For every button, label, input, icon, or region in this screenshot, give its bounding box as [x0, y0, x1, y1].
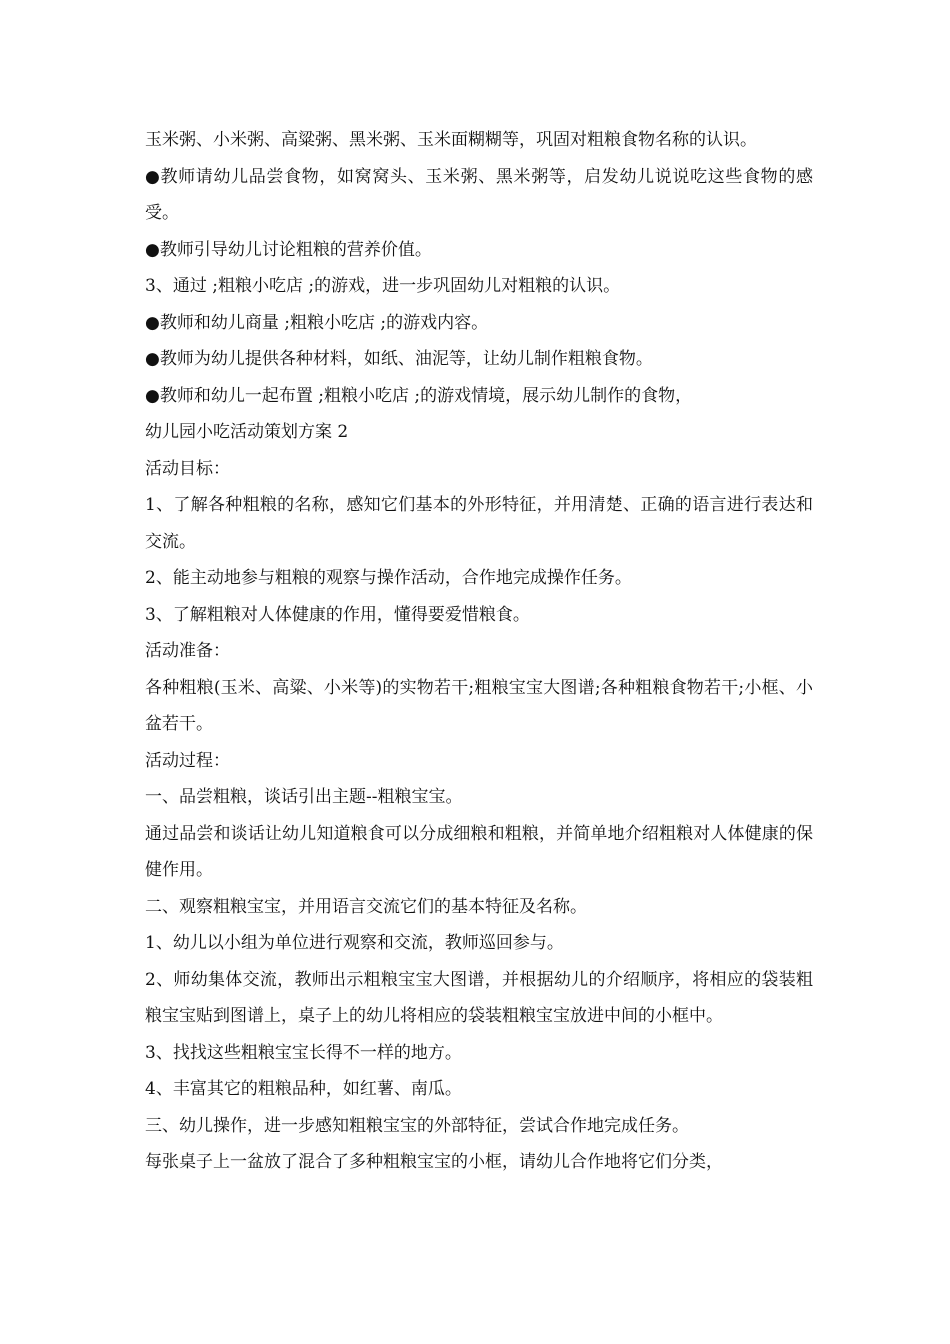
paragraph-materials: ●教师为幼儿提供各种材料，如纸、油泥等，让幼儿制作粗粮食物。 — [145, 349, 653, 369]
goal-item-3: 3、了解粗粮对人体健康的作用，懂得要爱惜粮食。 — [145, 604, 530, 625]
heading-activity-preparation: 活动准备： — [145, 641, 230, 661]
goal-item-1: 1、了解各种粗粮的名称，感知它们基本的外形特征，并用清楚、正确的语言进行表达和交流。 — [145, 495, 813, 552]
document-body — [145, 122, 813, 1181]
paragraph-step-3-game: 3、通过 ;粗粮小吃店 ;的游戏，进一步巩固幼儿对粗粮的认识。 — [145, 276, 621, 296]
paragraph-taste-food: ●教师请幼儿品尝食物，如窝窝头、玉米粥、黑米粥等，启发幼儿说说吃这些食物的感受。 — [145, 166, 813, 223]
heading-activity-process: 活动过程： — [145, 750, 230, 771]
process-step-2-item-1: 1、幼儿以小组为单位进行观察和交流，教师巡回参与。 — [145, 933, 564, 953]
paragraph-game-content: ●教师和幼儿商量 ;粗粮小吃店 ;的游戏内容。 — [145, 312, 489, 333]
heading-activity-goals: 活动目标： — [145, 458, 230, 479]
paragraph-game-setup: ●教师和幼儿一起布置 ;粗粮小吃店 ;的游戏情境，展示幼儿制作的食物， — [145, 385, 693, 406]
process-step-3-detail: 每张桌子上一盆放了混合了多种粗粮宝宝的小框，请幼儿合作地将它们分类， — [145, 1152, 723, 1172]
preparation-materials: 各种粗粮(玉米、高粱、小米等)的实物若干;粗粮宝宝大图谱;各种粗粮食物若干;小框、小盆若干。 — [145, 677, 813, 734]
process-step-2-item-2: 2、师幼集体交流，教师出示粗粮宝宝大图谱，并根据幼儿的介绍顺序，将相应的袋装粗粮宝宝贴到图谱上，桌子上的幼儿将相应的袋装粗粮宝宝放进中间的小框中。 — [145, 969, 813, 1026]
process-step-3-title: 三、幼儿操作，进一步感知粗粮宝宝的外部特征，尝试合作地完成任务。 — [145, 1115, 689, 1136]
process-step-1-detail: 通过品尝和谈话让幼儿知道粮食可以分成细粮和粗粮，并简单地介绍粗粮对人体健康的保健作用。 — [145, 823, 813, 880]
process-step-2-item-4: 4、丰富其它的粗粮品种，如红薯、南瓜。 — [145, 1079, 462, 1099]
process-step-1-title: 一、品尝粗粮，谈话引出主题--粗粮宝宝。 — [145, 787, 463, 807]
process-step-2-title: 二、观察粗粮宝宝，并用语言交流它们的基本特征及名称。 — [145, 896, 587, 917]
process-step-2-item-3: 3、找找这些粗粮宝宝长得不一样的地方。 — [145, 1042, 462, 1063]
section-title-plan-2: 幼儿园小吃活动策划方案 2 — [145, 422, 349, 442]
goal-item-2: 2、能主动地参与粗粮的观察与操作活动，合作地完成操作任务。 — [145, 568, 632, 588]
paragraph-nutrition-discussion: ●教师引导幼儿讨论粗粮的营养价值。 — [145, 239, 432, 260]
paragraph-porridge-list: 玉米粥、小米粥、高粱粥、黑米粥、玉米面糊糊等，巩固对粗粮食物名称的认识。 — [145, 130, 757, 150]
